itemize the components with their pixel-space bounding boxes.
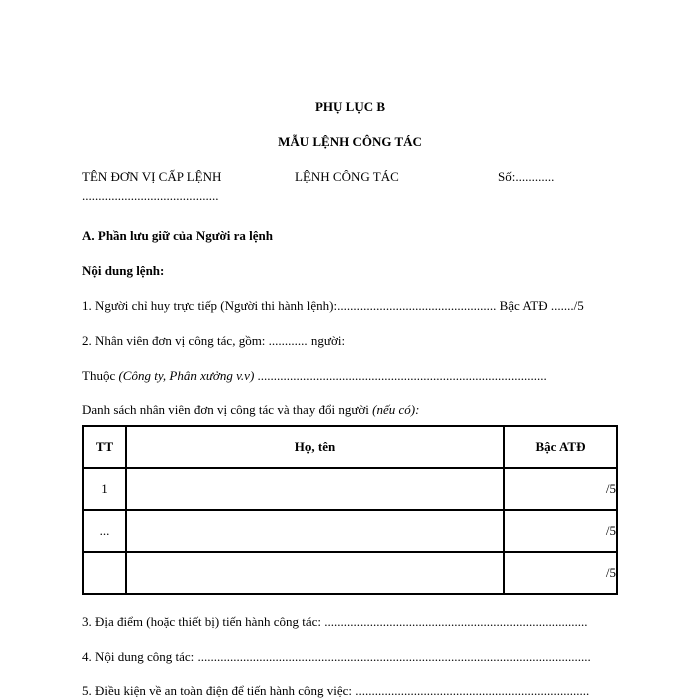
item-5-safety-conditions: 5. Điều kiện về an toàn điện để tiến hành công việc: ........................................................................	[82, 683, 590, 698]
item-4-work-content: 4. Nội dung công tác: .........................................................................................................................	[82, 649, 591, 664]
section-a-title: A. Phần lưu giữ của Người ra lệnh	[82, 228, 273, 243]
belongs-to-hint: (Công ty, Phân xưởng v.v)	[118, 368, 255, 383]
staff-list-caption-hint: (nếu có):	[372, 402, 420, 417]
staff-table	[82, 425, 618, 595]
row-name	[126, 468, 504, 510]
table-row	[83, 510, 617, 552]
work-order-label: LỆNH CÔNG TÁC	[295, 169, 399, 184]
staff-list-caption	[82, 402, 419, 418]
staff-list-caption-text: Danh sách nhân viên đơn vị công tác và thay đổi người	[82, 402, 373, 417]
item-2-staff-count: 2. Nhân viên đơn vị công tác, gồm: ............ người:	[82, 333, 346, 348]
row-grade: /5	[504, 468, 617, 510]
order-number-label: Số:............	[498, 169, 555, 184]
item-3-location: 3. Địa điểm (hoặc thiết bị) tiến hành công tác: .................................................................................	[82, 614, 588, 629]
issuing-unit-label: TÊN ĐƠN VỊ CẤP LỆNH	[82, 169, 222, 184]
table-row	[83, 468, 617, 510]
row-name	[126, 552, 504, 594]
issuing-unit-blank: ..........................................	[82, 188, 219, 203]
table-row	[83, 552, 617, 594]
belongs-to-blank: .........................................................................................	[254, 368, 547, 383]
staff-table-header	[83, 426, 617, 468]
belongs-to-line	[82, 368, 547, 384]
column-header-grade: Bậc ATĐ	[504, 426, 617, 468]
row-grade: /5	[504, 552, 617, 594]
appendix-heading: PHỤ LỤC B	[314, 99, 386, 114]
row-index	[83, 552, 126, 594]
column-header-tt: TT	[83, 426, 126, 468]
document-title: MẪU LỆNH CÔNG TÁC	[278, 134, 422, 149]
belongs-to-prefix: Thuộc	[82, 368, 119, 383]
row-grade: /5	[504, 510, 617, 552]
row-index: 1	[83, 468, 126, 510]
row-index: ...	[83, 510, 126, 552]
item-1-direct-commander: 1. Người chỉ huy trực tiếp (Người thi hành lệnh):................................................. Bậc ATĐ ......./5	[82, 298, 584, 313]
order-content-title: Nội dung lệnh:	[82, 263, 165, 278]
column-header-name: Họ, tên	[126, 426, 504, 468]
row-name	[126, 510, 504, 552]
